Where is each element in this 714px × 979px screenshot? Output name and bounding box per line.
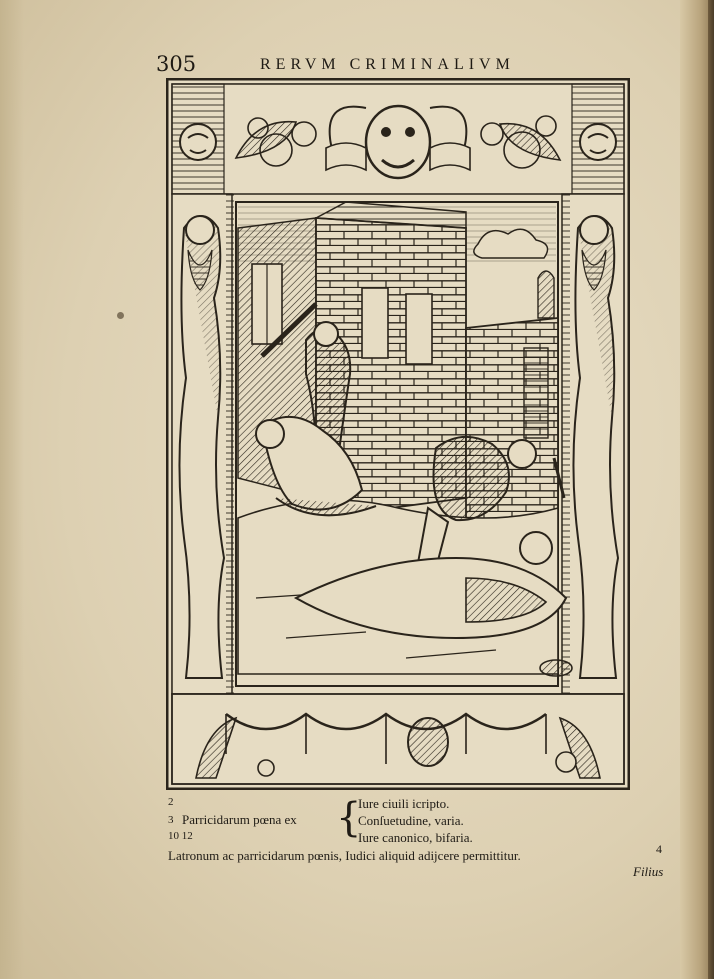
margin-numeral: 3 xyxy=(168,814,174,826)
caption-item: Iure canonico, bifaria. xyxy=(358,830,473,845)
murder-scene xyxy=(236,202,572,686)
margin-numeral: 10 12 xyxy=(168,830,193,842)
top-ornament-band xyxy=(172,84,624,194)
ink-spot xyxy=(117,312,124,319)
catchword: Filius xyxy=(633,864,664,879)
right-pilaster xyxy=(562,194,624,694)
caption-item: Iure ciuili icripto. xyxy=(358,796,450,811)
book-gutter-edge xyxy=(708,0,714,979)
side-note-number: 4 xyxy=(656,842,662,856)
woodcut-illustration xyxy=(166,78,630,790)
caption-lead: Parricidarum pœna ex xyxy=(182,812,297,827)
margin-numeral: 2 xyxy=(168,796,174,808)
left-pilaster xyxy=(172,194,234,694)
running-head: RERVM CRIMINALIVM xyxy=(260,56,515,73)
caption-summary: Latronum ac parricidarum pœnis, Iudici aliquid adijcere permittitur. xyxy=(168,848,521,863)
page-edge-shadow xyxy=(0,0,24,979)
bottom-ornament-band xyxy=(172,694,624,784)
page-number: 305 xyxy=(156,52,197,76)
brace-glyph: { xyxy=(336,795,362,841)
caption-item: Conſuetudine, varia. xyxy=(358,813,464,828)
page-header xyxy=(152,50,632,80)
